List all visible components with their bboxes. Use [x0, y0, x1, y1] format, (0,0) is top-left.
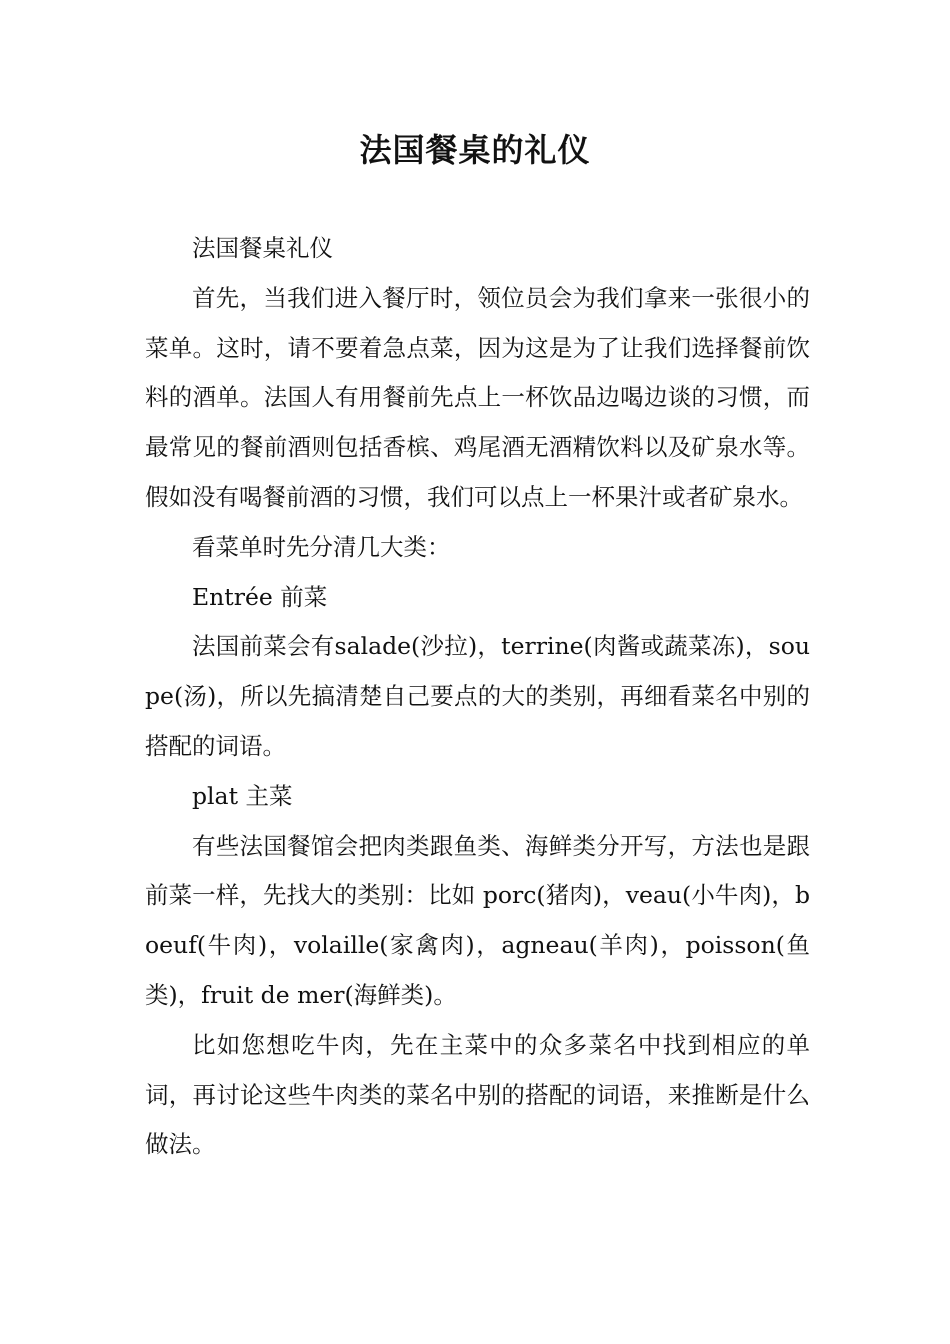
- paragraph-intro: 首先，当我们进入餐厅时，领位员会为我们拿来一张很小的菜单。这时，请不要着急点菜，因为这是为了让我们选择餐前饮料的酒单。法国人有用餐前先点上一杯饮品边喝边谈的习惯，而最常见的餐前酒则包括香槟、鸡尾酒无酒精饮料以及矿泉水等。假如没有喝餐前酒的习惯，我们可以点上一杯果汁或者矿泉水。: [145, 283, 810, 511]
- paragraph-menu-categories: 看菜单时先分清几大类：: [192, 532, 451, 561]
- paragraph-beef-example: 比如您想吃牛肉，先在主菜中的众多菜名中找到相应的单词，再讨论这些牛肉类的菜名中别的搭配的词语，来推断是什么做法。: [145, 1030, 810, 1159]
- paragraph-plat-heading: plat 主菜: [192, 781, 293, 810]
- paragraph-entree: 法国前菜会有salade(沙拉)，terrine(肉酱或蔬菜冻)，soupe(汤)，所以先搞清楚自己要点的大的类别，再细看菜名中别的搭配的词语。: [145, 632, 810, 760]
- paragraph-plat: 有些法国餐馆会把肉类跟鱼类、海鲜类分开写，方法也是跟前菜一样，先找大的类别：比如 porc(猪肉)，veau(小牛肉)，boeuf(牛肉)，volaille(家禽肉)，agneau(羊肉)，poisson(鱼类)，fruit de mer(海鲜类)。: [145, 831, 810, 1009]
- document-title: 法国餐桌的礼仪: [359, 131, 591, 169]
- paragraph-entree-heading: Entrée 前菜: [192, 582, 328, 611]
- paragraph-subtitle: 法国餐桌礼仪: [192, 234, 333, 262]
- document-body: [145, 224, 810, 1170]
